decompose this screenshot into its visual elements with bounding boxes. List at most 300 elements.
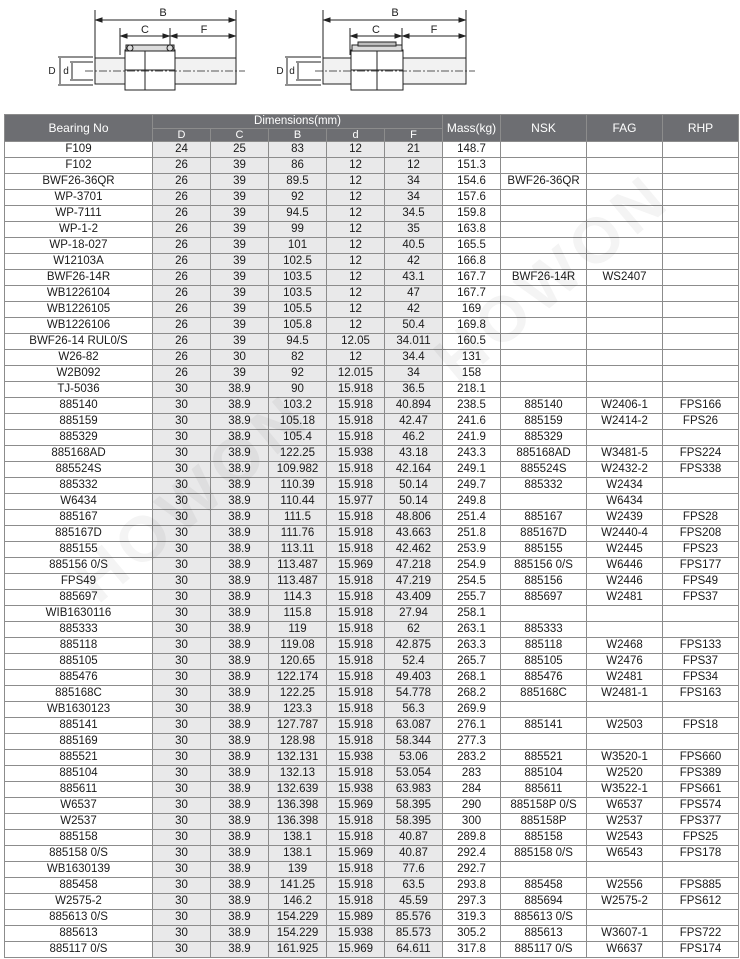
rhp-cell: FPS28 — [663, 510, 739, 526]
rhp-cell: FPS174 — [663, 942, 739, 958]
rhp-cell — [663, 430, 739, 446]
dim-f-cell: 42.47 — [385, 414, 443, 430]
mass-cell: 166.8 — [443, 254, 501, 270]
rhp-cell: FPS885 — [663, 878, 739, 894]
rhp-cell — [663, 494, 739, 510]
nsk-cell: 885105 — [501, 654, 587, 670]
dim-f-cell: 34 — [385, 174, 443, 190]
rhp-cell — [663, 142, 739, 158]
mass-cell: 284 — [443, 782, 501, 798]
dim-c-cell: 38.9 — [211, 494, 269, 510]
dim-b-cell: 110.39 — [269, 478, 327, 494]
mass-cell: 160.5 — [443, 334, 501, 350]
dim-f-cell: 50.14 — [385, 494, 443, 510]
dim-b-cell: 94.5 — [269, 206, 327, 222]
dim-inner-d-cell: 15.918 — [327, 574, 385, 590]
dim-c-cell: 39 — [211, 222, 269, 238]
dim-inner-d-cell: 12 — [327, 142, 385, 158]
nsk-cell: 885168AD — [501, 446, 587, 462]
dim-f-cell: 52.4 — [385, 654, 443, 670]
drawing-left-label-f: F — [200, 24, 208, 36]
dim-f-cell: 34.4 — [385, 350, 443, 366]
table-row — [5, 366, 739, 382]
fag-cell — [587, 142, 663, 158]
dim-f-cell: 58.395 — [385, 798, 443, 814]
nsk-cell — [501, 158, 587, 174]
dim-b-cell: 109.982 — [269, 462, 327, 478]
bearing-spec-table — [4, 114, 739, 958]
drawing-right-label-f: F — [430, 24, 438, 36]
dim-b-cell: 119.08 — [269, 638, 327, 654]
bearing-no-cell: BWF26-14 RUL0/S — [5, 334, 153, 350]
table-row — [5, 574, 739, 590]
dim-c-cell: 38.9 — [211, 830, 269, 846]
fag-cell: W2432-2 — [587, 462, 663, 478]
bearing-no-cell: 885329 — [5, 430, 153, 446]
dim-outer-d-cell: 30 — [153, 782, 211, 798]
table-row — [5, 718, 739, 734]
bearing-no-cell: 885697 — [5, 590, 153, 606]
table-row — [5, 350, 739, 366]
dim-inner-d-cell: 15.918 — [327, 462, 385, 478]
dim-f-cell: 85.576 — [385, 910, 443, 926]
rhp-cell — [663, 158, 739, 174]
dim-b-cell: 102.5 — [269, 254, 327, 270]
mass-cell: 269.9 — [443, 702, 501, 718]
rhp-cell — [663, 622, 739, 638]
nsk-cell: 885155 — [501, 542, 587, 558]
bearing-no-cell: WP-18-027 — [5, 238, 153, 254]
fag-cell: W6446 — [587, 558, 663, 574]
dim-f-cell: 54.778 — [385, 686, 443, 702]
nsk-cell: 885158 — [501, 830, 587, 846]
bearing-no-cell: WP-3701 — [5, 190, 153, 206]
table-row — [5, 414, 739, 430]
dim-b-cell: 105.4 — [269, 430, 327, 446]
nsk-cell: 885158P — [501, 814, 587, 830]
table-row — [5, 190, 739, 206]
dim-c-cell: 38.9 — [211, 414, 269, 430]
dim-c-cell: 38.9 — [211, 878, 269, 894]
drawing-left-label-b: B — [159, 7, 167, 19]
fag-cell: W2440-4 — [587, 526, 663, 542]
dim-f-cell: 47 — [385, 286, 443, 302]
mass-cell: 254.5 — [443, 574, 501, 590]
dim-c-cell: 39 — [211, 318, 269, 334]
table-row — [5, 734, 739, 750]
rhp-cell — [663, 606, 739, 622]
rhp-cell — [663, 318, 739, 334]
rhp-cell: FPS163 — [663, 686, 739, 702]
mass-cell: 293.8 — [443, 878, 501, 894]
bearing-no-cell: 885158 0/S — [5, 846, 153, 862]
nsk-cell: 885159 — [501, 414, 587, 430]
dim-f-cell: 40.5 — [385, 238, 443, 254]
dim-c-cell: 38.9 — [211, 622, 269, 638]
bearing-drawings — [0, 0, 740, 110]
table-row — [5, 382, 739, 398]
dim-b-cell: 92 — [269, 366, 327, 382]
dim-outer-d-cell: 26 — [153, 350, 211, 366]
bearing-no-cell: W2537 — [5, 814, 153, 830]
nsk-cell: 885156 — [501, 574, 587, 590]
dim-outer-d-cell: 26 — [153, 206, 211, 222]
dim-f-cell: 50.14 — [385, 478, 443, 494]
fag-cell: W2481 — [587, 590, 663, 606]
nsk-cell: 885104 — [501, 766, 587, 782]
dim-c-cell: 38.9 — [211, 542, 269, 558]
bearing-no-cell: 885333 — [5, 622, 153, 638]
dim-f-cell: 47.219 — [385, 574, 443, 590]
dim-outer-d-cell: 30 — [153, 878, 211, 894]
dim-b-cell: 105.5 — [269, 302, 327, 318]
dim-outer-d-cell: 30 — [153, 382, 211, 398]
dim-f-cell: 40.87 — [385, 830, 443, 846]
dim-f-cell: 63.087 — [385, 718, 443, 734]
dim-c-cell: 38.9 — [211, 558, 269, 574]
bearing-no-cell: 885611 — [5, 782, 153, 798]
dim-inner-d-cell: 12.05 — [327, 334, 385, 350]
header-dim-c: C — [211, 129, 269, 142]
header-mass: Mass(kg) — [443, 115, 501, 142]
dim-c-cell: 38.9 — [211, 926, 269, 942]
dim-b-cell: 114.3 — [269, 590, 327, 606]
nsk-cell — [501, 318, 587, 334]
nsk-cell: 885156 0/S — [501, 558, 587, 574]
dim-b-cell: 161.925 — [269, 942, 327, 958]
fag-cell: W6537 — [587, 798, 663, 814]
bearing-no-cell: WB1226106 — [5, 318, 153, 334]
dim-outer-d-cell: 30 — [153, 446, 211, 462]
dim-b-cell: 83 — [269, 142, 327, 158]
mass-cell: 238.5 — [443, 398, 501, 414]
rhp-cell: FPS166 — [663, 398, 739, 414]
bearing-no-cell: 885117 0/S — [5, 942, 153, 958]
bearing-no-cell: 885104 — [5, 766, 153, 782]
nsk-cell — [501, 302, 587, 318]
rhp-cell: FPS49 — [663, 574, 739, 590]
dim-f-cell: 34 — [385, 366, 443, 382]
dim-c-cell: 38.9 — [211, 446, 269, 462]
rhp-cell: FPS208 — [663, 526, 739, 542]
bearing-no-cell: 885476 — [5, 670, 153, 686]
fag-cell: W2446 — [587, 574, 663, 590]
dim-inner-d-cell: 12 — [327, 302, 385, 318]
dim-b-cell: 132.131 — [269, 750, 327, 766]
table-row — [5, 558, 739, 574]
dim-f-cell: 42.462 — [385, 542, 443, 558]
dim-inner-d-cell: 15.918 — [327, 766, 385, 782]
rhp-cell — [663, 478, 739, 494]
dim-f-cell: 21 — [385, 142, 443, 158]
rhp-cell: FPS389 — [663, 766, 739, 782]
table-row — [5, 782, 739, 798]
mass-cell: 254.9 — [443, 558, 501, 574]
dim-inner-d-cell: 15.918 — [327, 830, 385, 846]
fag-cell: W2503 — [587, 718, 663, 734]
dim-b-cell: 120.65 — [269, 654, 327, 670]
dim-outer-d-cell: 30 — [153, 606, 211, 622]
dim-inner-d-cell: 12 — [327, 318, 385, 334]
rhp-cell — [663, 702, 739, 718]
mass-cell: 297.3 — [443, 894, 501, 910]
dim-f-cell: 43.1 — [385, 270, 443, 286]
dim-inner-d-cell: 12 — [327, 222, 385, 238]
dim-inner-d-cell: 15.918 — [327, 654, 385, 670]
fag-cell — [587, 350, 663, 366]
bearing-no-cell: WIB1630116 — [5, 606, 153, 622]
mass-cell: 249.8 — [443, 494, 501, 510]
bearing-no-cell: 885458 — [5, 878, 153, 894]
header-nsk: NSK — [501, 115, 587, 142]
dim-c-cell: 39 — [211, 158, 269, 174]
table-row — [5, 926, 739, 942]
bearing-no-cell: 885140 — [5, 398, 153, 414]
dim-inner-d-cell: 15.918 — [327, 814, 385, 830]
bearing-no-cell: BWF26-14R — [5, 270, 153, 286]
nsk-cell: 885613 0/S — [501, 910, 587, 926]
dim-b-cell: 119 — [269, 622, 327, 638]
nsk-cell: 885167D — [501, 526, 587, 542]
dim-inner-d-cell: 15.938 — [327, 782, 385, 798]
bearing-no-cell: WB1630123 — [5, 702, 153, 718]
dim-inner-d-cell: 12 — [327, 286, 385, 302]
fag-cell — [587, 206, 663, 222]
dim-outer-d-cell: 30 — [153, 462, 211, 478]
dim-outer-d-cell: 30 — [153, 798, 211, 814]
rhp-cell: FPS612 — [663, 894, 739, 910]
fag-cell — [587, 734, 663, 750]
nsk-cell: 885611 — [501, 782, 587, 798]
dim-b-cell: 138.1 — [269, 846, 327, 862]
dim-inner-d-cell: 15.918 — [327, 718, 385, 734]
table-row — [5, 510, 739, 526]
table-row — [5, 686, 739, 702]
dim-f-cell: 43.663 — [385, 526, 443, 542]
dim-inner-d-cell: 15.918 — [327, 590, 385, 606]
dim-f-cell: 56.3 — [385, 702, 443, 718]
fag-cell: W2406-1 — [587, 398, 663, 414]
dim-outer-d-cell: 30 — [153, 846, 211, 862]
mass-cell: 292.7 — [443, 862, 501, 878]
mass-cell: 218.1 — [443, 382, 501, 398]
fag-cell — [587, 430, 663, 446]
rhp-cell: FPS224 — [663, 446, 739, 462]
bearing-no-cell: 885168AD — [5, 446, 153, 462]
rhp-cell — [663, 366, 739, 382]
mass-cell: 131 — [443, 350, 501, 366]
fag-cell — [587, 238, 663, 254]
header-dim-b: B — [269, 129, 327, 142]
dim-b-cell: 99 — [269, 222, 327, 238]
dim-c-cell: 38.9 — [211, 590, 269, 606]
rhp-cell: FPS18 — [663, 718, 739, 734]
dim-c-cell: 39 — [211, 334, 269, 350]
rhp-cell — [663, 206, 739, 222]
fag-cell: W3481-5 — [587, 446, 663, 462]
dim-f-cell: 42 — [385, 254, 443, 270]
rhp-cell — [663, 334, 739, 350]
rhp-cell — [663, 190, 739, 206]
dim-f-cell: 12 — [385, 158, 443, 174]
nsk-cell — [501, 286, 587, 302]
rhp-cell: FPS177 — [663, 558, 739, 574]
nsk-cell — [501, 190, 587, 206]
rhp-cell: FPS37 — [663, 654, 739, 670]
dim-inner-d-cell: 12 — [327, 158, 385, 174]
dim-f-cell: 27.94 — [385, 606, 443, 622]
nsk-cell — [501, 142, 587, 158]
rhp-cell: FPS34 — [663, 670, 739, 686]
bearing-no-cell: 885167 — [5, 510, 153, 526]
dim-b-cell: 113.487 — [269, 558, 327, 574]
fag-cell: W2439 — [587, 510, 663, 526]
dim-c-cell: 38.9 — [211, 670, 269, 686]
dim-b-cell: 113.11 — [269, 542, 327, 558]
dim-c-cell: 38.9 — [211, 686, 269, 702]
dim-b-cell: 136.398 — [269, 798, 327, 814]
dim-outer-d-cell: 30 — [153, 638, 211, 654]
dim-b-cell: 101 — [269, 238, 327, 254]
dim-f-cell: 36.5 — [385, 382, 443, 398]
dim-c-cell: 38.9 — [211, 510, 269, 526]
dim-c-cell: 38.9 — [211, 910, 269, 926]
fag-cell: W6637 — [587, 942, 663, 958]
fag-cell — [587, 910, 663, 926]
dim-f-cell: 34.5 — [385, 206, 443, 222]
dim-outer-d-cell: 26 — [153, 334, 211, 350]
rhp-cell — [663, 862, 739, 878]
table-row — [5, 222, 739, 238]
dim-b-cell: 103.5 — [269, 270, 327, 286]
header-bearing-no: Bearing No — [5, 115, 153, 142]
nsk-cell: 885333 — [501, 622, 587, 638]
drawing-right-label-d-inner: d — [289, 66, 295, 77]
dim-c-cell: 25 — [211, 142, 269, 158]
dim-b-cell: 128.98 — [269, 734, 327, 750]
header-rhp: RHP — [663, 115, 739, 142]
dim-b-cell: 105.18 — [269, 414, 327, 430]
dim-f-cell: 48.806 — [385, 510, 443, 526]
dim-c-cell: 38.9 — [211, 478, 269, 494]
mass-cell: 283.2 — [443, 750, 501, 766]
fag-cell: W6434 — [587, 494, 663, 510]
nsk-cell: 885140 — [501, 398, 587, 414]
fag-cell — [587, 190, 663, 206]
dim-c-cell: 38.9 — [211, 462, 269, 478]
mass-cell: 148.7 — [443, 142, 501, 158]
table-row — [5, 174, 739, 190]
mass-cell: 159.8 — [443, 206, 501, 222]
bearing-no-cell: 885141 — [5, 718, 153, 734]
rhp-cell: FPS23 — [663, 542, 739, 558]
dim-f-cell: 85.573 — [385, 926, 443, 942]
dim-inner-d-cell: 15.918 — [327, 638, 385, 654]
dim-inner-d-cell: 15.918 — [327, 686, 385, 702]
fag-cell — [587, 286, 663, 302]
table-row — [5, 702, 739, 718]
nsk-cell — [501, 702, 587, 718]
mass-cell: 300 — [443, 814, 501, 830]
dim-outer-d-cell: 30 — [153, 910, 211, 926]
bearing-no-cell: WP-1-2 — [5, 222, 153, 238]
dim-b-cell: 141.25 — [269, 878, 327, 894]
mass-cell: 263.1 — [443, 622, 501, 638]
fag-cell — [587, 622, 663, 638]
dim-outer-d-cell: 26 — [153, 238, 211, 254]
dim-b-cell: 90 — [269, 382, 327, 398]
nsk-cell: 885458 — [501, 878, 587, 894]
nsk-cell: 885141 — [501, 718, 587, 734]
mass-cell: 277.3 — [443, 734, 501, 750]
fag-cell — [587, 158, 663, 174]
dim-outer-d-cell: 26 — [153, 174, 211, 190]
bearing-no-cell: 885168C — [5, 686, 153, 702]
nsk-cell — [501, 494, 587, 510]
dim-outer-d-cell: 30 — [153, 942, 211, 958]
fag-cell — [587, 606, 663, 622]
dim-inner-d-cell: 12 — [327, 270, 385, 286]
bearing-no-cell: 885524S — [5, 462, 153, 478]
table-row — [5, 286, 739, 302]
table-row — [5, 894, 739, 910]
dim-inner-d-cell: 12 — [327, 254, 385, 270]
rhp-cell: FPS574 — [663, 798, 739, 814]
table-row — [5, 270, 739, 286]
header-dim-outer-d: D — [153, 129, 211, 142]
bearing-no-cell: F102 — [5, 158, 153, 174]
drawing-left-label-d-inner: d — [63, 66, 69, 77]
table-row — [5, 526, 739, 542]
bearing-no-cell: 885159 — [5, 414, 153, 430]
dim-outer-d-cell: 26 — [153, 158, 211, 174]
dim-c-cell: 39 — [211, 302, 269, 318]
nsk-cell: BWF26-14R — [501, 270, 587, 286]
dim-c-cell: 38.9 — [211, 526, 269, 542]
dim-f-cell: 47.218 — [385, 558, 443, 574]
bearing-no-cell: 885156 0/S — [5, 558, 153, 574]
dim-c-cell: 38.9 — [211, 430, 269, 446]
nsk-cell — [501, 734, 587, 750]
dim-outer-d-cell: 30 — [153, 718, 211, 734]
mass-cell: 165.5 — [443, 238, 501, 254]
dim-outer-d-cell: 30 — [153, 430, 211, 446]
dim-outer-d-cell: 30 — [153, 926, 211, 942]
mass-cell: 305.2 — [443, 926, 501, 942]
dim-c-cell: 39 — [211, 270, 269, 286]
rhp-cell — [663, 238, 739, 254]
rhp-cell — [663, 350, 739, 366]
fag-cell: W2543 — [587, 830, 663, 846]
rhp-cell: FPS660 — [663, 750, 739, 766]
mass-cell: 290 — [443, 798, 501, 814]
header-dimensions: Dimensions(mm) — [153, 115, 443, 129]
dim-outer-d-cell: 30 — [153, 894, 211, 910]
fag-cell — [587, 174, 663, 190]
bearing-no-cell: W12103A — [5, 254, 153, 270]
dim-inner-d-cell: 15.918 — [327, 702, 385, 718]
dim-b-cell: 103.5 — [269, 286, 327, 302]
dim-outer-d-cell: 30 — [153, 526, 211, 542]
bearing-no-cell: 885118 — [5, 638, 153, 654]
rhp-cell — [663, 382, 739, 398]
bearing-no-cell: W26-82 — [5, 350, 153, 366]
bearing-no-cell: WB1226104 — [5, 286, 153, 302]
mass-cell: 169.8 — [443, 318, 501, 334]
mass-cell: 276.1 — [443, 718, 501, 734]
dim-b-cell: 115.8 — [269, 606, 327, 622]
dim-b-cell: 82 — [269, 350, 327, 366]
